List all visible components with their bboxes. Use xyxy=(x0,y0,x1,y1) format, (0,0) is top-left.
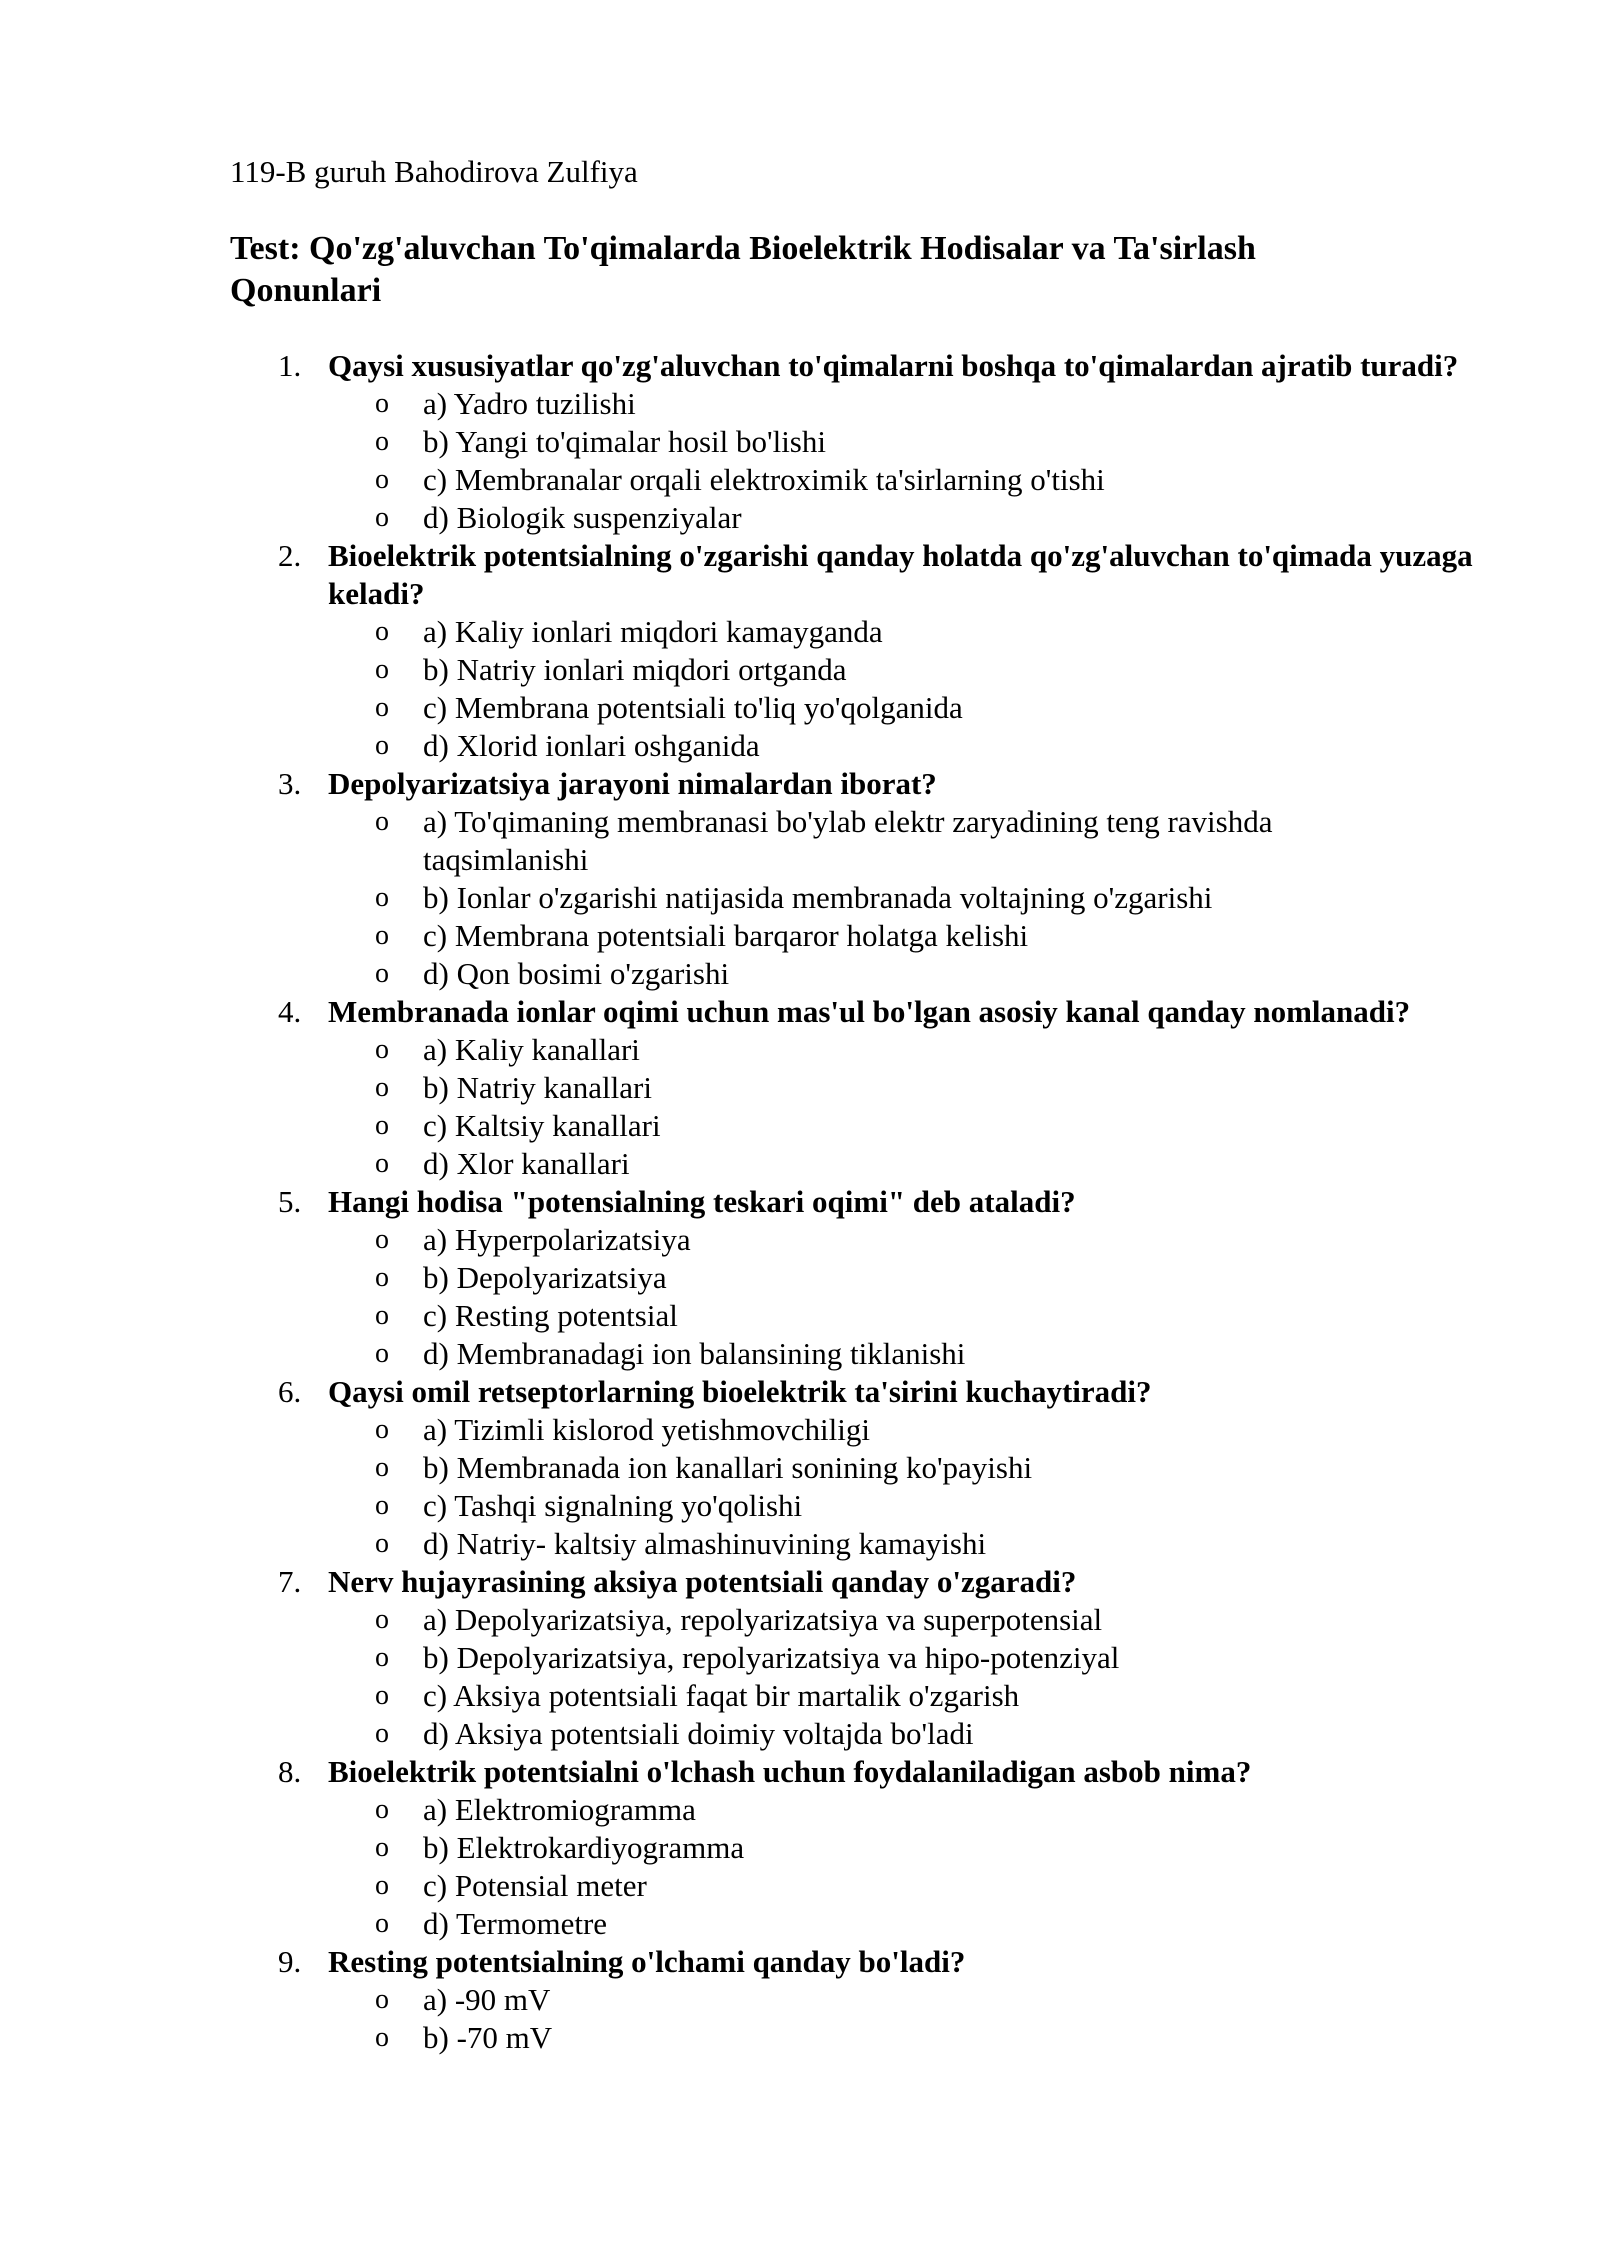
option-text: c) Tashqi signalning yo'qolishi xyxy=(423,1488,803,1523)
option-item xyxy=(0,879,1600,917)
circle-bullet-icon: o xyxy=(375,920,389,951)
circle-bullet-icon: o xyxy=(375,1224,389,1255)
question-text: Bioelektrik potentsialni o'lchash uchun foydalaniladigan asbob nima? xyxy=(328,1754,1252,1789)
option-list xyxy=(0,613,1600,765)
option-text: a) -90 mV xyxy=(423,1982,551,2017)
option-item xyxy=(0,1829,1600,1867)
option-text: d) Membranadagi ion balansining tiklanishi xyxy=(423,1336,966,1371)
question-item xyxy=(0,765,1600,993)
circle-bullet-icon: o xyxy=(375,730,389,761)
option-item xyxy=(0,385,1600,423)
option-list xyxy=(0,1411,1600,1563)
option-item xyxy=(0,727,1600,765)
option-text: b) Natriy ionlari miqdori ortganda xyxy=(423,652,847,687)
option-list xyxy=(0,1601,1600,1753)
question-number: 2. xyxy=(278,538,302,573)
circle-bullet-icon: o xyxy=(375,1148,389,1179)
option-item xyxy=(0,689,1600,727)
option-item xyxy=(0,1335,1600,1373)
option-text: a) Depolyarizatsiya, repolyarizatsiya va superpotensial xyxy=(423,1602,1103,1637)
option-text: c) Kaltsiy kanallari xyxy=(423,1108,661,1143)
question-item xyxy=(0,537,1600,765)
option-item xyxy=(0,1791,1600,1829)
option-text: a) Kaliy ionlari miqdori kamayganda xyxy=(423,614,883,649)
question-text: Membranada ionlar oqimi uchun mas'ul bo'lgan asosiy kanal qanday nomlanadi? xyxy=(328,994,1411,1029)
option-list xyxy=(0,803,1600,993)
question-item xyxy=(0,347,1600,537)
option-item xyxy=(0,1107,1600,1145)
option-list xyxy=(0,1981,1600,2057)
option-item xyxy=(0,2019,1600,2057)
question-item xyxy=(0,993,1600,1183)
author-line: 119-B guruh Bahodirova Zulfiya xyxy=(230,154,638,189)
option-text: d) Xlor kanallari xyxy=(423,1146,630,1181)
option-text: b) Natriy kanallari xyxy=(423,1070,652,1105)
circle-bullet-icon: o xyxy=(375,1870,389,1901)
option-text: a) Yadro tuzilishi xyxy=(423,386,636,421)
option-text: d) Natriy- kaltsiy almashinuvining kamayishi xyxy=(423,1526,987,1561)
option-item xyxy=(0,1487,1600,1525)
question-number: 7. xyxy=(278,1564,302,1599)
option-item xyxy=(0,1411,1600,1449)
option-list xyxy=(0,1791,1600,1943)
question-list xyxy=(0,347,1600,2057)
option-item xyxy=(0,1259,1600,1297)
question-text: Qaysi xususiyatlar qo'zg'aluvchan to'qimalarni boshqa to'qimalardan ajratib turadi? xyxy=(328,348,1459,383)
circle-bullet-icon: o xyxy=(375,1794,389,1825)
option-text: b) Elektrokardiyogramma xyxy=(423,1830,745,1865)
circle-bullet-icon: o xyxy=(375,1490,389,1521)
option-item xyxy=(0,1677,1600,1715)
option-item xyxy=(0,955,1600,993)
option-list xyxy=(0,1031,1600,1183)
option-item xyxy=(0,1031,1600,1069)
option-text: d) Termometre xyxy=(423,1906,608,1941)
question-text: Nerv hujayrasining aksiya potentsiali qanday o'zgaradi? xyxy=(328,1564,1077,1599)
circle-bullet-icon: o xyxy=(375,426,389,457)
circle-bullet-icon: o xyxy=(375,806,389,837)
circle-bullet-icon: o xyxy=(375,1414,389,1445)
option-text: a) Elektromiogramma xyxy=(423,1792,696,1827)
circle-bullet-icon: o xyxy=(375,388,389,419)
question-text: Qaysi omil retseptorlarning bioelektrik ta'sirini kuchaytiradi? xyxy=(328,1374,1152,1409)
circle-bullet-icon: o xyxy=(375,1680,389,1711)
option-text: c) Potensial meter xyxy=(423,1868,647,1903)
option-item xyxy=(0,1867,1600,1905)
circle-bullet-icon: o xyxy=(375,1832,389,1863)
question-item xyxy=(0,1943,1600,2057)
option-text: b) Yangi to'qimalar hosil bo'lishi xyxy=(423,424,826,459)
question-number: 8. xyxy=(278,1754,302,1789)
question-number: 6. xyxy=(278,1374,302,1409)
circle-bullet-icon: o xyxy=(375,654,389,685)
circle-bullet-icon: o xyxy=(375,502,389,533)
option-text: b) Depolyarizatsiya, repolyarizatsiya va hipo-potenziyal xyxy=(423,1640,1120,1675)
circle-bullet-icon: o xyxy=(375,692,389,723)
option-item xyxy=(0,1069,1600,1107)
circle-bullet-icon: o xyxy=(375,1072,389,1103)
circle-bullet-icon: o xyxy=(375,1908,389,1939)
circle-bullet-icon: o xyxy=(375,616,389,647)
circle-bullet-icon: o xyxy=(375,1338,389,1369)
question-item xyxy=(0,1373,1600,1563)
option-item xyxy=(0,1905,1600,1943)
option-item xyxy=(0,1601,1600,1639)
option-item xyxy=(0,1449,1600,1487)
circle-bullet-icon: o xyxy=(375,1604,389,1635)
option-item xyxy=(0,803,1600,879)
question-number: 3. xyxy=(278,766,302,801)
circle-bullet-icon: o xyxy=(375,1300,389,1331)
question-text: Resting potentsialning o'lchami qanday bo'ladi? xyxy=(328,1944,966,1979)
option-item xyxy=(0,1525,1600,1563)
option-text: d) Qon bosimi o'zgarishi xyxy=(423,956,730,991)
option-item xyxy=(0,1297,1600,1335)
option-item xyxy=(0,651,1600,689)
question-number: 9. xyxy=(278,1944,302,1979)
circle-bullet-icon: o xyxy=(375,1110,389,1141)
option-text: b) Membranada ion kanallari sonining ko'payishi xyxy=(423,1450,1033,1485)
option-item xyxy=(0,1981,1600,2019)
option-list xyxy=(0,385,1600,537)
circle-bullet-icon: o xyxy=(375,2022,389,2053)
question-number: 1. xyxy=(278,348,302,383)
option-text: c) Membrana potentsiali to'liq yo'qolganida xyxy=(423,690,963,725)
option-item xyxy=(0,1145,1600,1183)
option-item xyxy=(0,1639,1600,1677)
question-item xyxy=(0,1563,1600,1753)
circle-bullet-icon: o xyxy=(375,1452,389,1483)
circle-bullet-icon: o xyxy=(375,1034,389,1065)
test-title: Test: Qo'zg'aluvchan To'qimalarda Bioelektrik Hodisalar va Ta'sirlash Qonunlari xyxy=(230,230,1256,309)
option-text: c) Aksiya potentsiali faqat bir martalik o'zgarish xyxy=(423,1678,1020,1713)
question-number: 4. xyxy=(278,994,302,1029)
option-item xyxy=(0,1221,1600,1259)
option-text: b) Ionlar o'zgarishi natijasida membranada voltajning o'zgarishi xyxy=(423,880,1213,915)
option-text: a) Hyperpolarizatsiya xyxy=(423,1222,691,1257)
option-item xyxy=(0,461,1600,499)
question-text: Depolyarizatsiya jarayoni nimalardan iborat? xyxy=(328,766,937,801)
option-text: a) Kaliy kanallari xyxy=(423,1032,640,1067)
option-text: a) To'qimaning membranasi bo'ylab elektr zaryadining teng ravishda taqsimlanishi xyxy=(423,804,1273,877)
question-number: 5. xyxy=(278,1184,302,1219)
option-list xyxy=(0,1221,1600,1373)
option-text: c) Membrana potentsiali barqaror holatga kelishi xyxy=(423,918,1029,953)
option-text: a) Tizimli kislorod yetishmovchiligi xyxy=(423,1412,870,1447)
question-text: Hangi hodisa "potensialning teskari oqimi" deb ataladi? xyxy=(328,1184,1076,1219)
circle-bullet-icon: o xyxy=(375,464,389,495)
circle-bullet-icon: o xyxy=(375,1262,389,1293)
circle-bullet-icon: o xyxy=(375,1642,389,1673)
option-text: b) Depolyarizatsiya xyxy=(423,1260,667,1295)
option-item xyxy=(0,1715,1600,1753)
option-item xyxy=(0,499,1600,537)
option-item xyxy=(0,613,1600,651)
option-text: c) Resting potentsial xyxy=(423,1298,678,1333)
question-text: Bioelektrik potentsialning o'zgarishi qanday holatda qo'zg'aluvchan to'qimada yuzaga keladi? xyxy=(328,538,1473,611)
circle-bullet-icon: o xyxy=(375,958,389,989)
option-text: b) -70 mV xyxy=(423,2020,553,2055)
circle-bullet-icon: o xyxy=(375,1718,389,1749)
option-text: d) Aksiya potentsiali doimiy voltajda bo'ladi xyxy=(423,1716,974,1751)
question-item xyxy=(0,1753,1600,1943)
circle-bullet-icon: o xyxy=(375,1528,389,1559)
option-text: d) Biologik suspenziyalar xyxy=(423,500,742,535)
option-item xyxy=(0,917,1600,955)
circle-bullet-icon: o xyxy=(375,1984,389,2015)
option-text: d) Xlorid ionlari oshganida xyxy=(423,728,760,763)
circle-bullet-icon: o xyxy=(375,882,389,913)
question-item xyxy=(0,1183,1600,1373)
option-text: c) Membranalar orqali elektroximik ta'sirlarning o'tishi xyxy=(423,462,1105,497)
option-item xyxy=(0,423,1600,461)
